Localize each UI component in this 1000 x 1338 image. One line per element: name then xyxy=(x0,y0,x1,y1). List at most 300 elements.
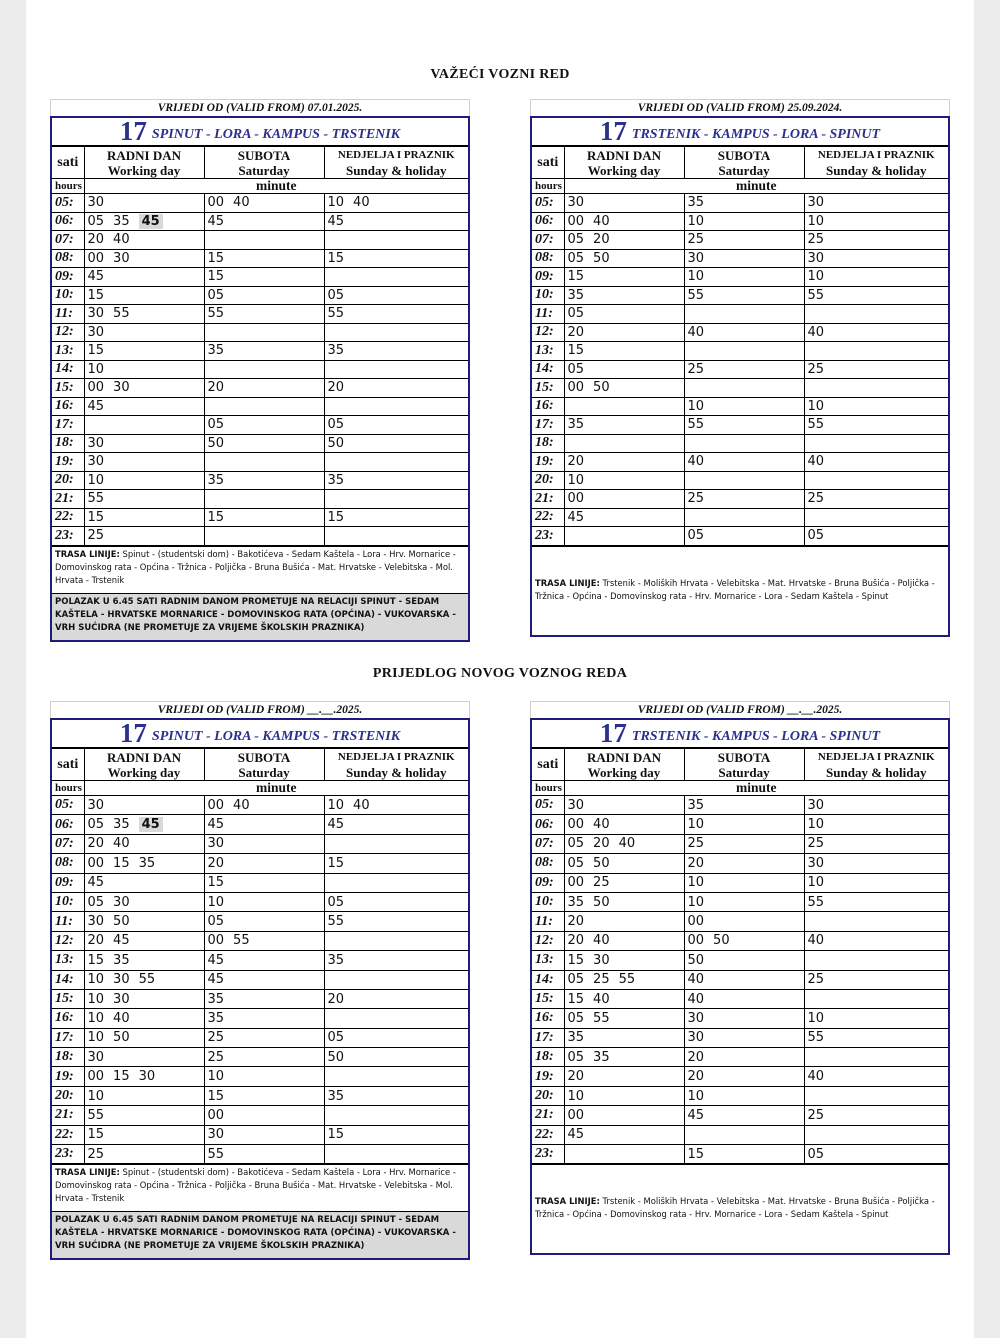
minute-value: 05 xyxy=(87,213,105,229)
saturday-cell xyxy=(204,970,324,989)
working-day-cell xyxy=(84,796,204,815)
minute-value: 35 xyxy=(567,1030,585,1046)
hour-cell: 09: xyxy=(52,873,84,892)
hour-cell: 14: xyxy=(52,360,84,379)
minute-value: 05 xyxy=(87,894,105,910)
hour-cell: 17: xyxy=(532,416,564,435)
sunday-cell xyxy=(804,453,948,472)
working-day-cell xyxy=(84,416,204,435)
minute-value: 45 xyxy=(567,1127,585,1143)
minute-value: 40 xyxy=(807,933,825,949)
working-day-cell xyxy=(84,892,204,911)
minute-value: 20 xyxy=(87,933,105,949)
working-day-cell xyxy=(84,1028,204,1047)
hour-cell: 07: xyxy=(52,834,84,853)
hours-label: hours xyxy=(532,179,564,194)
sunday-cell xyxy=(804,471,948,490)
minute-value: 30 xyxy=(113,380,130,396)
minute-value: 40 xyxy=(113,232,130,248)
valid-from: VRIJEDI OD (VALID FROM) 25.09.2024. xyxy=(530,99,950,116)
working-day-cell xyxy=(564,1106,684,1125)
working-day-cell xyxy=(564,490,684,509)
table-row xyxy=(52,970,468,989)
minute-value: 00 xyxy=(567,491,585,507)
table-row xyxy=(532,892,948,911)
hour-cell: 08: xyxy=(532,854,564,873)
table-row xyxy=(52,912,468,931)
minute-value: 10 xyxy=(687,269,705,285)
table-row xyxy=(532,231,948,250)
hour-cell: 06: xyxy=(52,815,84,834)
table-row xyxy=(532,931,948,950)
route-description xyxy=(532,1164,948,1253)
hour-cell: 19: xyxy=(532,1067,564,1086)
minute-value: 05 xyxy=(807,528,825,544)
working-day-cell xyxy=(564,286,684,305)
minute-value: 00 xyxy=(567,213,585,229)
minute-value: 15 xyxy=(567,952,585,968)
sunday-cell xyxy=(324,416,468,435)
saturday-cell xyxy=(684,1145,804,1164)
saturday-cell xyxy=(684,1009,804,1028)
col-sati: sati xyxy=(532,147,564,179)
minute-value: 15 xyxy=(207,250,225,266)
sunday-cell xyxy=(324,305,468,324)
minute-value: 25 xyxy=(207,1049,225,1065)
minute-value: 10 xyxy=(807,875,825,891)
hour-cell: 21: xyxy=(532,1106,564,1125)
table-row xyxy=(52,1106,468,1125)
line-number: 17 xyxy=(119,118,147,146)
saturday-cell xyxy=(204,1048,324,1067)
minute-value: 30 xyxy=(87,306,105,322)
minute-value: 35 xyxy=(113,952,130,968)
saturday-cell xyxy=(204,931,324,950)
sunday-cell xyxy=(324,912,468,931)
working-day-cell xyxy=(564,931,684,950)
minute-value: 35 xyxy=(113,213,130,229)
minute-value: 40 xyxy=(353,797,370,813)
hour-cell: 22: xyxy=(532,508,564,527)
table-row xyxy=(52,1048,468,1067)
table-row xyxy=(532,194,948,213)
route-label: TRASA LINIJE: xyxy=(535,577,600,588)
timetable-current-to-trstenik xyxy=(50,99,470,642)
minute-value: 05 xyxy=(567,836,585,852)
hour-cell: 05: xyxy=(52,194,84,213)
sunday-cell xyxy=(324,527,468,546)
minute-value: 15 xyxy=(207,509,225,525)
col-saturday xyxy=(684,147,804,179)
col-working-day-hr: RADNI DAN xyxy=(586,749,662,765)
sunday-cell xyxy=(804,379,948,398)
sunday-cell xyxy=(804,951,948,970)
minute-value: 55 xyxy=(207,1146,225,1162)
hour-cell: 11: xyxy=(52,912,84,931)
minute-value: 45 xyxy=(327,817,345,833)
sunday-cell xyxy=(804,527,948,546)
working-day-cell xyxy=(564,951,684,970)
minute-value: 15 xyxy=(327,855,345,871)
sunday-cell xyxy=(804,1009,948,1028)
sunday-cell xyxy=(324,854,468,873)
saturday-cell xyxy=(684,471,804,490)
saturday-cell xyxy=(204,453,324,472)
minute-value: 10 xyxy=(87,1088,105,1104)
hour-cell: 20: xyxy=(532,471,564,490)
working-day-cell xyxy=(564,873,684,892)
table-row xyxy=(532,416,948,435)
col-sunday-holiday xyxy=(804,147,948,179)
minute-value: 20 xyxy=(207,380,225,396)
working-day-cell xyxy=(84,379,204,398)
saturday-cell xyxy=(684,1086,804,1105)
saturday-cell xyxy=(204,471,324,490)
minute-value: 20 xyxy=(567,324,585,340)
saturday-cell xyxy=(684,1106,804,1125)
table-row xyxy=(532,1009,948,1028)
minute-value: 40 xyxy=(593,933,610,949)
minute-value: 00 xyxy=(207,1107,225,1123)
hour-cell: 18: xyxy=(532,434,564,453)
working-day-cell xyxy=(564,989,684,1008)
table-row xyxy=(532,527,948,546)
col-sunday-holiday-hr: NEDJELJA I PRAZNIK xyxy=(817,750,935,763)
minute-value: 45 xyxy=(87,875,105,891)
minute-value: 00 xyxy=(687,933,705,949)
table-row xyxy=(52,286,468,305)
saturday-cell xyxy=(684,873,804,892)
minute-value: 35 xyxy=(207,472,225,488)
minute-value: 30 xyxy=(87,914,105,930)
minute-value: 05 xyxy=(567,361,585,377)
hours-row xyxy=(52,781,468,796)
working-day-cell xyxy=(564,342,684,361)
table-row xyxy=(532,379,948,398)
sunday-cell xyxy=(804,342,948,361)
table-row xyxy=(532,1086,948,1105)
table-row xyxy=(532,397,948,416)
working-day-cell xyxy=(564,194,684,213)
minute-value: 15 xyxy=(87,509,105,525)
col-saturday-en: Saturday xyxy=(718,162,770,178)
minute-value: 00 xyxy=(87,855,105,871)
minute-value: 10 xyxy=(807,269,825,285)
minute-value: 45 xyxy=(207,972,225,988)
hour-cell: 18: xyxy=(52,1048,84,1067)
table-row xyxy=(532,490,948,509)
hour-cell: 19: xyxy=(532,453,564,472)
saturday-cell xyxy=(684,854,804,873)
valid-from: VRIJEDI OD (VALID FROM) 07.01.2025. xyxy=(50,99,470,116)
table-row xyxy=(52,471,468,490)
col-sunday-holiday-en: Sunday & holiday xyxy=(826,162,927,178)
minute-value: 50 xyxy=(207,435,225,451)
minute-value: 55 xyxy=(87,491,105,507)
sunday-cell xyxy=(804,834,948,853)
sunday-cell xyxy=(804,1145,948,1164)
table-row xyxy=(52,931,468,950)
saturday-cell xyxy=(204,379,324,398)
working-day-cell xyxy=(84,1009,204,1028)
hour-cell: 20: xyxy=(52,1086,84,1105)
minute-value: 15 xyxy=(113,855,130,871)
minute-value: 55 xyxy=(687,417,705,433)
minute-value: 35 xyxy=(567,287,585,303)
col-saturday-hr: SUBOTA xyxy=(237,749,291,765)
minute-value: 35 xyxy=(138,855,156,871)
minute-value: 30 xyxy=(687,1030,705,1046)
minute-value: 15 xyxy=(567,991,585,1007)
working-day-cell xyxy=(84,527,204,546)
col-sati: sati xyxy=(532,749,564,781)
schedule-table xyxy=(52,748,468,1164)
minute-value: 25 xyxy=(807,361,825,377)
table-row xyxy=(52,360,468,379)
route-stops: Trstenik - Moliških Hrvata - Velebitska - Mat. Hrvatske - Bruna Bušića - Poljička - Tržnica - Općina - Domovinskog rata - Hrv. Mornarice - Lora - Sedam Kaštela - Spinut xyxy=(535,577,935,601)
saturday-cell xyxy=(204,286,324,305)
hour-cell: 09: xyxy=(532,873,564,892)
working-day-cell xyxy=(564,323,684,342)
minute-value: 10 xyxy=(87,991,105,1007)
minute-value: 05 xyxy=(567,1010,585,1026)
sunday-cell xyxy=(804,873,948,892)
sunday-cell xyxy=(804,268,948,287)
hour-cell: 19: xyxy=(52,1067,84,1086)
hour-cell: 12: xyxy=(52,323,84,342)
minute-value: 10 xyxy=(207,1069,225,1085)
saturday-cell xyxy=(204,212,324,231)
sunday-cell xyxy=(324,323,468,342)
route-label: TRASA LINIJE: xyxy=(55,1167,120,1178)
col-sunday-holiday xyxy=(804,749,948,781)
minute-value: 30 xyxy=(87,195,105,211)
col-saturday-en: Saturday xyxy=(238,162,290,178)
table-row xyxy=(52,854,468,873)
sunday-cell xyxy=(324,1145,468,1164)
working-day-cell xyxy=(564,912,684,931)
minute-value: 45 xyxy=(139,214,163,229)
minute-value: 00 xyxy=(567,875,585,891)
minute-value: 25 xyxy=(87,528,105,544)
minute-value: 05 xyxy=(207,914,225,930)
minute-value: 50 xyxy=(327,435,345,451)
minute-value: 15 xyxy=(207,269,225,285)
minute-value: 35 xyxy=(113,817,130,833)
minute-value: 55 xyxy=(233,933,250,949)
heading-current: VAŽEĆI VOZNI RED xyxy=(430,67,570,82)
col-sunday-holiday-hr: NEDJELJA I PRAZNIK xyxy=(337,750,455,763)
col-saturday-en: Saturday xyxy=(238,764,290,780)
header-row xyxy=(52,749,468,781)
working-day-cell xyxy=(84,815,204,834)
minute-value: 55 xyxy=(807,1030,825,1046)
working-day-cell xyxy=(564,1028,684,1047)
minute-value: 55 xyxy=(138,972,156,988)
minute-value: 20 xyxy=(687,1069,705,1085)
working-day-cell xyxy=(84,970,204,989)
sunday-cell xyxy=(324,1028,468,1047)
col-working-day xyxy=(84,749,204,781)
sunday-cell xyxy=(324,951,468,970)
table-row xyxy=(52,873,468,892)
table-row xyxy=(532,508,948,527)
hour-cell: 08: xyxy=(52,854,84,873)
saturday-cell xyxy=(204,434,324,453)
saturday-cell xyxy=(204,416,324,435)
sunday-cell xyxy=(324,508,468,527)
saturday-cell xyxy=(204,796,324,815)
hour-cell: 06: xyxy=(52,212,84,231)
route-name: TRSTENIK - KAMPUS - LORA - SPINUT xyxy=(631,729,881,744)
minute-value: 30 xyxy=(567,195,585,211)
minute-value: 05 xyxy=(567,972,585,988)
minute-value: 40 xyxy=(687,972,705,988)
hour-cell: 11: xyxy=(52,305,84,324)
table-row xyxy=(52,249,468,268)
sunday-cell xyxy=(804,397,948,416)
col-sunday-holiday xyxy=(324,147,468,179)
saturday-cell xyxy=(684,931,804,950)
route-title xyxy=(532,118,948,146)
col-sunday-holiday-hr: NEDJELJA I PRAZNIK xyxy=(337,148,455,161)
minute-value: 20 xyxy=(567,454,585,470)
hour-cell: 17: xyxy=(52,1028,84,1047)
minute-value: 05 xyxy=(567,855,585,871)
working-day-cell xyxy=(564,970,684,989)
hour-cell: 14: xyxy=(532,970,564,989)
timetable-proposal-to-trstenik xyxy=(50,701,470,1260)
saturday-cell xyxy=(204,360,324,379)
minute-value: 15 xyxy=(567,269,585,285)
saturday-cell xyxy=(684,490,804,509)
minute-value: 40 xyxy=(113,836,130,852)
minute-label: minute xyxy=(564,781,948,796)
minute-value: 10 xyxy=(87,972,105,988)
hour-cell: 21: xyxy=(52,1106,84,1125)
timetable-frame xyxy=(530,718,950,1255)
table-row xyxy=(532,453,948,472)
table-row xyxy=(52,1009,468,1028)
hour-cell: 10: xyxy=(52,286,84,305)
table-row xyxy=(532,1048,948,1067)
sunday-cell xyxy=(324,453,468,472)
minute-value: 40 xyxy=(687,454,705,470)
sunday-cell xyxy=(324,834,468,853)
sunday-cell xyxy=(804,231,948,250)
working-day-cell xyxy=(564,527,684,546)
route-stops: Spinut - (studentski dom) - Bakotićeva - Sedam Kaštela - Lora - Hrv. Mornarice - Domovinskog rata - Općina - Tržnica - Poljička - Bruna Bušića - Mat. Hrvatske - Velebitska - Mol. Hrvata - Trstenik xyxy=(55,548,456,585)
minute-value: 10 xyxy=(687,213,705,229)
saturday-cell xyxy=(204,1106,324,1125)
route-title xyxy=(532,720,948,748)
schedule-table xyxy=(532,748,948,1164)
hour-cell: 13: xyxy=(52,342,84,361)
working-day-cell xyxy=(84,1067,204,1086)
saturday-cell xyxy=(204,508,324,527)
minute-value: 45 xyxy=(87,269,105,285)
minute-value: 35 xyxy=(207,1010,225,1026)
working-day-cell xyxy=(564,305,684,324)
minute-value: 50 xyxy=(593,250,610,266)
table-row xyxy=(52,796,468,815)
route-description xyxy=(52,1164,468,1211)
minute-value: 30 xyxy=(807,797,825,813)
hour-cell: 11: xyxy=(532,305,564,324)
saturday-cell xyxy=(684,212,804,231)
timetable-frame xyxy=(50,116,470,642)
minute-value: 30 xyxy=(593,952,610,968)
saturday-cell xyxy=(684,989,804,1008)
col-sunday-holiday-en: Sunday & holiday xyxy=(346,764,447,780)
minute-value: 05 xyxy=(207,417,225,433)
minute-value: 30 xyxy=(87,1049,105,1065)
working-day-cell xyxy=(84,490,204,509)
minute-value: 25 xyxy=(807,836,825,852)
saturday-cell xyxy=(684,892,804,911)
minute-value: 05 xyxy=(207,287,225,303)
sunday-cell xyxy=(804,490,948,509)
col-saturday xyxy=(204,147,324,179)
table-row xyxy=(52,1145,468,1164)
minute-value: 40 xyxy=(593,213,610,229)
minute-value: 45 xyxy=(113,933,130,949)
minute-value: 25 xyxy=(87,1146,105,1162)
working-day-cell xyxy=(564,416,684,435)
minute-value: 35 xyxy=(207,343,225,359)
col-working-day xyxy=(84,147,204,179)
col-working-day-en: Working day xyxy=(587,764,661,780)
table-row xyxy=(52,892,468,911)
col-sunday-holiday-en: Sunday & holiday xyxy=(826,764,927,780)
minute-value: 55 xyxy=(807,287,825,303)
minute-value: 40 xyxy=(593,991,610,1007)
minute-value: 25 xyxy=(807,491,825,507)
working-day-cell xyxy=(564,1048,684,1067)
valid-from: VRIJEDI OD (VALID FROM) __.__.2025. xyxy=(50,701,470,718)
minute-value: 05 xyxy=(327,894,345,910)
minute-value: 35 xyxy=(687,797,705,813)
sunday-cell xyxy=(324,892,468,911)
minute-value: 25 xyxy=(807,232,825,248)
hour-cell: 21: xyxy=(532,490,564,509)
saturday-cell xyxy=(204,815,324,834)
minute-value: 00 xyxy=(87,380,105,396)
saturday-cell xyxy=(684,434,804,453)
minute-value: 00 xyxy=(567,380,585,396)
saturday-cell xyxy=(204,1009,324,1028)
working-day-cell xyxy=(564,268,684,287)
table-row xyxy=(52,379,468,398)
sunday-cell xyxy=(804,1028,948,1047)
minute-value: 25 xyxy=(687,361,705,377)
route-description xyxy=(532,546,948,635)
saturday-cell xyxy=(684,360,804,379)
col-working-day xyxy=(564,147,684,179)
table-row xyxy=(52,453,468,472)
minute-value: 40 xyxy=(113,1010,130,1026)
sunday-cell xyxy=(804,989,948,1008)
hour-cell: 08: xyxy=(532,249,564,268)
saturday-cell xyxy=(684,1067,804,1086)
hour-cell: 20: xyxy=(52,471,84,490)
hour-cell: 11: xyxy=(532,912,564,931)
hour-cell: 16: xyxy=(52,1009,84,1028)
minute-value: 45 xyxy=(87,398,105,414)
hour-cell: 18: xyxy=(532,1048,564,1067)
working-day-cell xyxy=(564,397,684,416)
line-number: 17 xyxy=(599,118,627,146)
